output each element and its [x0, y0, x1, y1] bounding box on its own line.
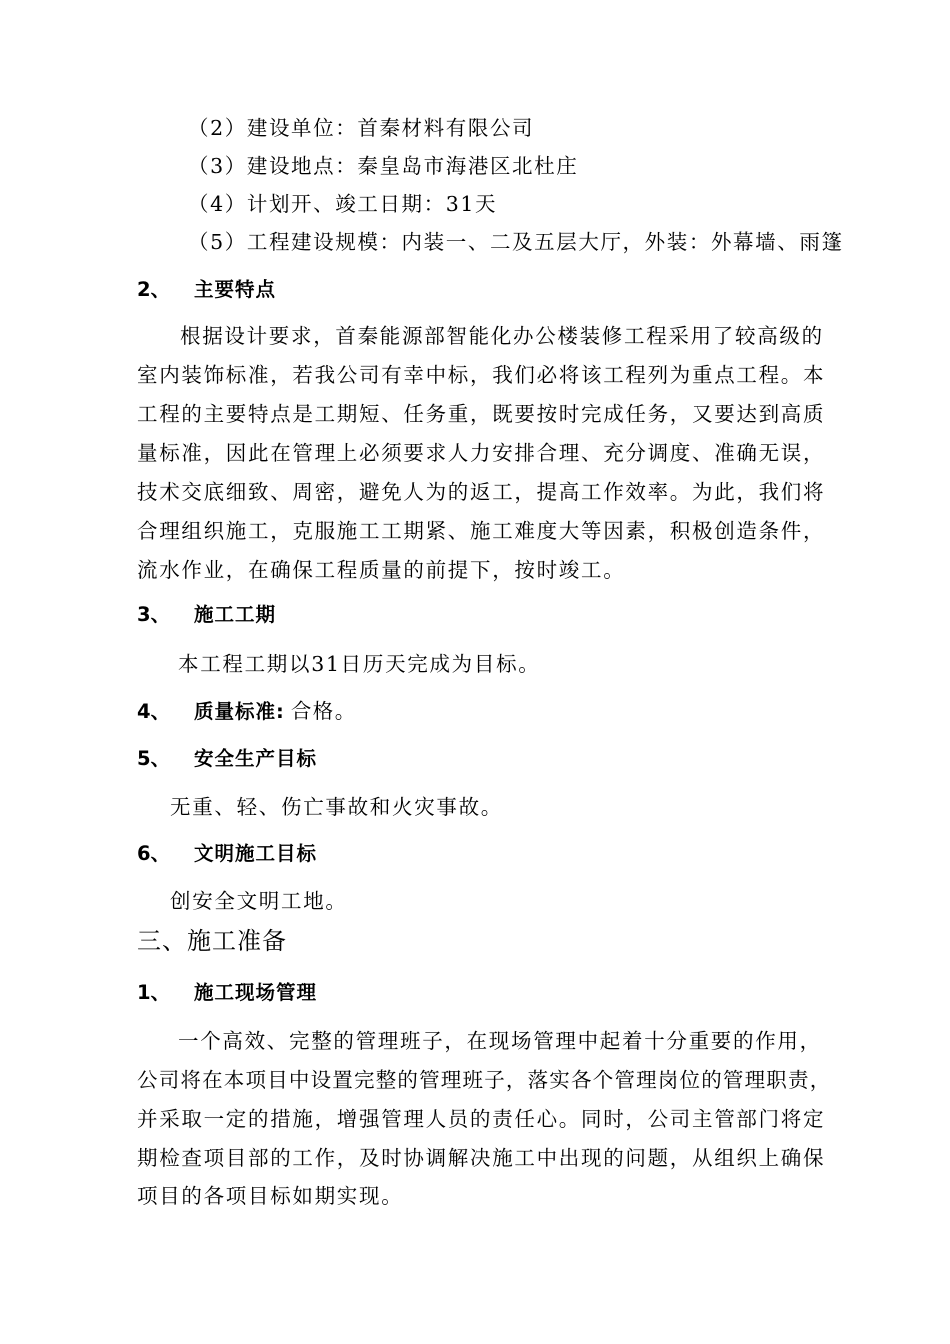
paragraph-line: 公司将在本项目中设置完整的管理班子，落实各个管理岗位的管理职责， [137, 1068, 832, 1092]
heading-title: 施工工期 [194, 603, 277, 626]
heading-number: 6、 [137, 842, 171, 865]
heading-safety-goal [137, 745, 317, 773]
paragraph-line: 根据设计要求，首秦能源部智能化办公楼装修工程采用了较高级的 [180, 324, 824, 348]
heading-title: 文明施工目标 [194, 842, 318, 865]
heading-site-management [137, 979, 317, 1007]
paragraph-line: 项目的各项目标如期实现。 [137, 1184, 404, 1208]
heading-number: 1、 [137, 981, 171, 1004]
heading-main-features [137, 276, 276, 304]
quality-value: 合格。 [290, 699, 357, 723]
heading-quality-standard [137, 697, 357, 726]
heading-number: 2、 [137, 278, 171, 301]
paragraph-line: 一个高效、完整的管理班子，在现场管理中起着十分重要的作用， [178, 1029, 822, 1053]
schedule-text: 本工程工期以31日历天完成为目标。 [178, 652, 541, 676]
heading-title: 质量标准: [194, 700, 285, 723]
paragraph-line: 并采取一定的措施，增强管理人员的责任心。同时，公司主管部门将定 [137, 1107, 826, 1131]
section-title: 三、施工准备 [137, 927, 287, 955]
paragraph-line: 技术交底细致、周密，避免人为的返工，提高工作效率。为此，我们将 [137, 480, 826, 504]
heading-title: 施工现场管理 [194, 981, 318, 1004]
paragraph-line: 合理组织施工，克服施工工期紧、施工难度大等因素，积极创造条件， [137, 519, 826, 543]
heading-number: 5、 [137, 747, 171, 770]
item-construction-site: （3）建设地点：秦皇岛市海港区北杜庄 [188, 154, 579, 178]
item-construction-scale: （5）工程建设规模：内装一、二及五层大厅，外装：外幕墙、雨篷 [188, 230, 844, 254]
heading-number: 3、 [137, 603, 171, 626]
paragraph-line: 量标准，因此在管理上必须要求人力安排合理、充分调度、准确无误， [137, 441, 826, 465]
heading-number: 4、 [137, 700, 171, 723]
heading-title: 安全生产目标 [194, 747, 318, 770]
safety-text: 无重、轻、伤亡事故和火灾事故。 [170, 795, 503, 819]
paragraph-line: 期检查项目部的工作，及时协调解决施工中出现的问题，从组织上确保 [137, 1146, 826, 1170]
civil-text: 创安全文明工地。 [170, 889, 348, 913]
item-construction-unit: （2）建设单位：首秦材料有限公司 [188, 116, 535, 140]
paragraph-line: 室内装饰标准，若我公司有幸中标，我们必将该工程列为重点工程。本 [137, 363, 826, 387]
paragraph-line: 流水作业，在确保工程质量的前提下，按时竣工。 [137, 558, 626, 582]
paragraph-line: 工程的主要特点是工期短、任务重，既要按时完成任务，又要达到高质 [137, 402, 826, 426]
heading-title: 主要特点 [194, 278, 277, 301]
item-schedule-dates: （4）计划开、竣工日期：31天 [188, 192, 498, 216]
heading-civilized-construction [137, 840, 317, 868]
heading-construction-period [137, 601, 276, 629]
